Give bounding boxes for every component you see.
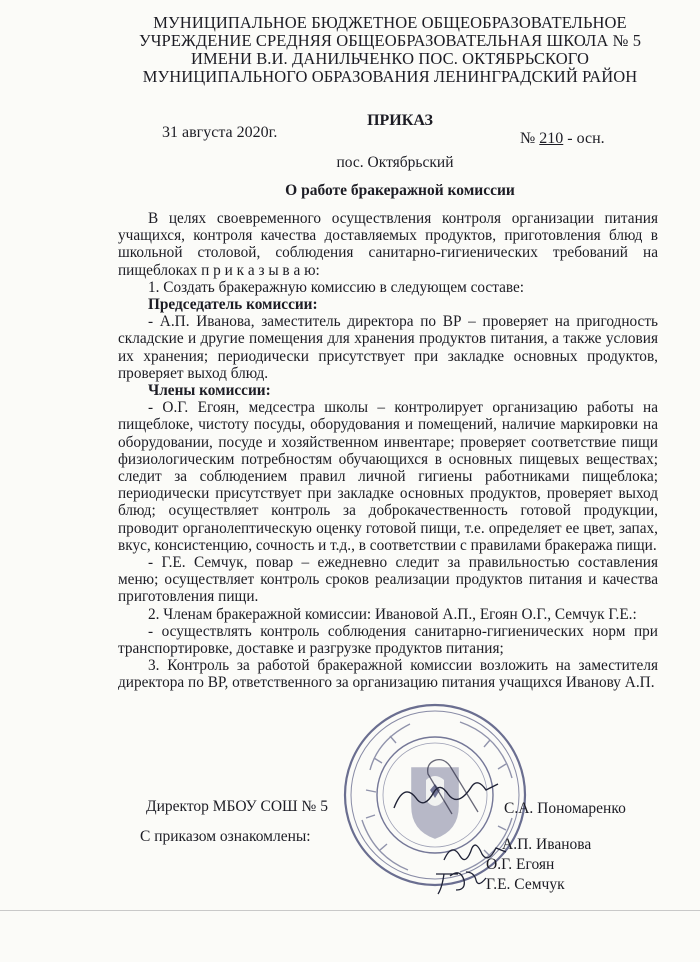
semchuk-signature [432, 864, 492, 896]
order-number-prefix: № [520, 130, 540, 147]
acquainted-name-2: О.Г. Егоян [486, 856, 555, 873]
member-1-text: - О.Г. Егоян, медсестра школы – контролирует организацию работы на пищеблоке, чистоту посуды, оборудования и помещений, наличие маркировки на оборудовании, посуде и хозяйственном инвентаре; проверяет соответствие пищи физиологическим потребностям обучающихся в основных пищевых веществах; следит за соблюдением правил личной гигиены работниками пищеблока; периодически присутствует при закладке основных продуктов, проверяет выход блюд; осуществляет контроль за доброкачественность готовой продукции, проводит органолептическую оценку готовой пищи, т.е. определяет ее цвет, запах, вкус, консистенцию, сочность и т.д., в соответствии с правилами бракеража пищи. [118, 399, 658, 554]
director-name: С.А. Пономаренко [504, 800, 626, 817]
acquainted-label: С приказом ознакомлены: [140, 828, 311, 845]
director-signature [390, 778, 510, 818]
header-line-2: УЧРЕЖДЕНИЕ СРЕДНЯЯ ОБЩЕОБРАЗОВАТЕЛЬНАЯ ШКОЛА № 5 [138, 31, 642, 50]
item-2-text: - осуществлять контроль соблюдения санитарно-гигиенических норм при транспортировке, доставке и разгрузке продуктов питания; [118, 622, 658, 658]
acquainted-name-3: Г.Е. Семчук [486, 876, 565, 893]
chair-text: - А.П. Иванова, заместитель директора по ВР – проверяет на пригодность складские и другие помещения для хранения продуктов питания, а также условия их хранения; периодически присутствует при закладке основных продуктов, проверяет выход блюд. [118, 313, 658, 382]
order-body [118, 210, 658, 692]
acquainted-name-1: А.П. Иванова [502, 836, 592, 853]
page-fold-line [0, 910, 700, 911]
item-3: 3. Контроль за работой бракеражной комиссии возложить на заместителя директора по ВР, ответственного за организацию питания учащихся Иванову А.П. [118, 657, 658, 692]
intro-paragraph: В целях своевременного осуществления контроля организации питания учащихся, контроля качества доставляемых продуктов, приготовления блюд в школьной столовой, соблюдения санитарно-гигиенических требований на пищеблоках п р и к а з ы в а ю: [118, 210, 658, 279]
order-title: ПРИКАЗ [367, 112, 433, 129]
order-date: 31 августа 2020г. [162, 124, 278, 141]
members-heading: Члены комиссии: [148, 382, 271, 400]
order-place: пос. Октябрьский [336, 154, 454, 171]
item-1: 1. Создать бракеражную комиссию в следующем составе: [148, 278, 525, 296]
chair-heading: Председатель комиссии: [148, 296, 318, 314]
order-number-value: 210 [539, 130, 564, 147]
item-2: 2. Членам бракеражной комиссии: Ивановой А.П., Егоян О.Г., Семчук Г.Е.: [148, 605, 637, 623]
header-line-3: ИМЕНИ В.И. ДАНИЛЬЧЕНКО ПОС. ОКТЯБРЬСКОГО [190, 49, 590, 68]
order-number-suffix: - осн. [563, 130, 605, 147]
header-line-1: МУНИЦИПАЛЬНОЕ БЮДЖЕТНОЕ ОБЩЕОБРАЗОВАТЕЛЬНОЕ [153, 13, 627, 32]
member-2-text: - Г.Е. Семчук, повар – ежедневно следит за правильностью составления меню; осуществляет контроль сроков реализации продуктов питания и качества приготовления пищи. [118, 554, 658, 606]
institution-header [120, 14, 660, 86]
director-label: Директор МБОУ СОШ № 5 [146, 798, 328, 815]
order-subject: О работе бракеражной комиссии [285, 182, 515, 199]
order-number [520, 130, 605, 148]
header-line-4: МУНИЦИПАЛЬНОГО ОБРАЗОВАНИЯ ЛЕНИНГРАДСКИЙ РАЙОН [142, 67, 638, 86]
